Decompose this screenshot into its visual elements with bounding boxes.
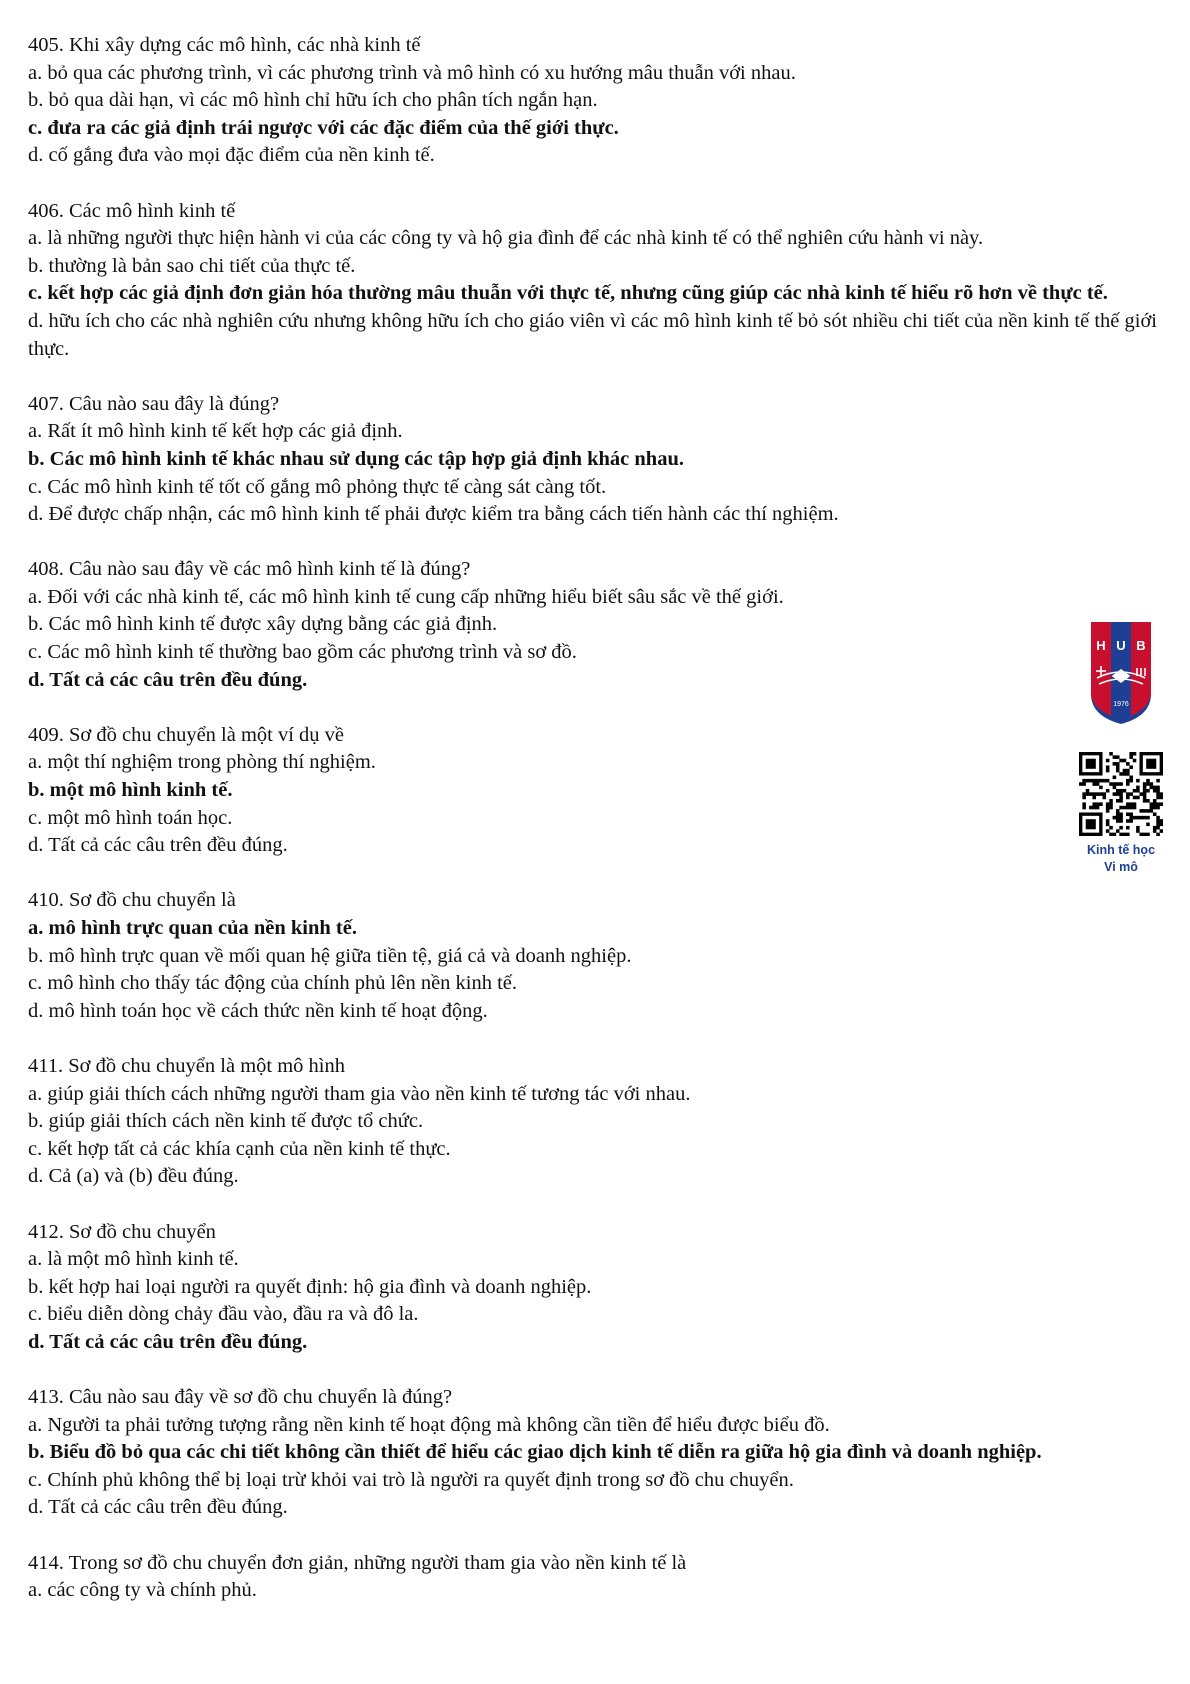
question-q405 (28, 32, 1168, 170)
course-label (1087, 842, 1155, 876)
answer-option-correct: b. Các mô hình kinh tế khác nhau sử dụng các tập hợp giả định khác nhau. (28, 447, 684, 470)
question-q412 (28, 1219, 1168, 1357)
answer-option-correct: b. một mô hình kinh tế. (28, 779, 233, 802)
question-stem: 407. Câu nào sau đây là đúng? (28, 392, 280, 415)
answer-option-correct: a. mô hình trực quan của nền kinh tế. (28, 917, 357, 939)
answer-option: c. kết hợp tất cả các khía cạnh của nền kinh tế thực. (28, 1137, 451, 1160)
question-q409 (28, 722, 1168, 860)
answer-option: a. Rất ít mô hình kinh tế kết hợp các giả định. (28, 420, 403, 443)
question-stem: 410. Sơ đồ chu chuyển là (28, 889, 236, 912)
logo-letter-h: H (1096, 638, 1106, 653)
question-stem: 406. Các mô hình kinh tế (28, 199, 236, 222)
answer-option: c. Chính phủ không thể bị loại trừ khỏi vai trò là người ra quyết định trong sơ đồ chu chuyển. (28, 1468, 794, 1491)
answer-option: b. mô hình trực quan về mối quan hệ giữa tiền tệ, giá cả và doanh nghiệp. (28, 944, 632, 967)
question-q407 (28, 391, 1168, 529)
answer-option: a. là những người thực hiện hành vi của các công ty và hộ gia đình để các nhà kinh tế có thể nghiên cứu hành vi này. (28, 227, 984, 250)
answer-option-correct: b. Biểu đồ bỏ qua các chi tiết không cần thiết để hiểu các giao dịch kinh tế diễn ra giữa hộ gia đình và doanh nghiệp. (28, 1441, 1042, 1464)
answer-option: b. kết hợp hai loại người ra quyết định: hộ gia đình và doanh nghiệp. (28, 1275, 592, 1298)
question-q414 (28, 1550, 1168, 1605)
course-line-1: Kinh tế học (1086, 843, 1156, 857)
logo-year: 1976 (1113, 701, 1129, 708)
answer-option: d. Tất cả các câu trên đều đúng. (28, 834, 288, 857)
answer-option: b. giúp giải thích cách nền kinh tế được tổ chức. (28, 1110, 424, 1133)
question-stem: 413. Câu nào sau đây về sơ đồ chu chuyển là đúng? (28, 1386, 453, 1409)
answer-option: a. một thí nghiệm trong phòng thí nghiệm. (28, 751, 376, 774)
logo-letter-u: U (1116, 638, 1126, 653)
answer-option: d. cố gắng đưa vào mọi đặc điểm của nền kinh tế. (28, 144, 435, 167)
answer-option: a. Đối với các nhà kinh tế, các mô hình kinh tế cung cấp những hiểu biết sâu sắc về thế giới. (28, 585, 784, 608)
answer-option-correct: d. Tất cả các câu trên đều đúng. (28, 668, 308, 691)
sidebar-branding (1062, 620, 1180, 876)
document-body (28, 32, 1168, 1632)
question-stem: 409. Sơ đồ chu chuyển là một ví dụ về (28, 723, 345, 746)
answer-option: d. Để được chấp nhận, các mô hình kinh tế phải được kiểm tra bằng cách tiến hành các thí nghiệm. (28, 503, 839, 526)
answer-option-correct: d. Tất cả các câu trên đều đúng. (28, 1330, 308, 1353)
answer-option: b. Các mô hình kinh tế được xây dựng bằng các giả định. (28, 613, 498, 636)
hub-shield-logo (1089, 620, 1153, 726)
answer-option-correct: c. kết hợp các giả định đơn giản hóa thường mâu thuẫn với thực tế, nhưng cũng giúp các nhà kinh tế hiểu rõ hơn về thực tế. (28, 282, 1108, 305)
answer-option: d. Cả (a) và (b) đều đúng. (28, 1165, 239, 1188)
course-line-2: Vi mô (1104, 860, 1138, 874)
answer-option: b. bỏ qua dài hạn, vì các mô hình chỉ hữu ích cho phân tích ngắn hạn. (28, 89, 598, 112)
question-q411 (28, 1053, 1168, 1191)
answer-option: d. mô hình toán học về cách thức nền kinh tế hoạt động. (28, 999, 488, 1022)
question-stem: 411. Sơ đồ chu chuyển là một mô hình (28, 1054, 345, 1077)
question-stem: 412. Sơ đồ chu chuyển (28, 1220, 216, 1243)
answer-option: c. một mô hình toán học. (28, 806, 233, 829)
logo-letter-b: B (1136, 638, 1146, 653)
question-q410 (28, 887, 1168, 1025)
answer-option: d. hữu ích cho các nhà nghiên cứu nhưng không hữu ích cho giáo viên vì các mô hình kinh tế bỏ sót nhiều chi tiết của nền kinh tế thế giới thực. (28, 309, 1157, 360)
question-stem: 405. Khi xây dựng các mô hình, các nhà kinh tế (28, 34, 421, 56)
qr-code (1079, 752, 1163, 836)
answer-option: c. mô hình cho thấy tác động của chính phủ lên nền kinh tế. (28, 972, 518, 995)
answer-option: c. biểu diễn dòng chảy đầu vào, đầu ra và đô la. (28, 1303, 419, 1326)
question-q413 (28, 1384, 1168, 1522)
answer-option: a. bỏ qua các phương trình, vì các phương trình và mô hình có xu hướng mâu thuẫn với nhau. (28, 61, 796, 84)
question-stem: 408. Câu nào sau đây về các mô hình kinh tế là đúng? (28, 558, 471, 581)
answer-option: c. Các mô hình kinh tế thường bao gồm các phương trình và sơ đồ. (28, 641, 577, 664)
answer-option: a. giúp giải thích cách những người tham gia vào nền kinh tế tương tác với nhau. (28, 1082, 691, 1105)
answer-option: b. thường là bản sao chi tiết của thực tế. (28, 254, 356, 277)
answer-option: a. các công ty và chính phủ. (28, 1579, 257, 1602)
question-stem: 414. Trong sơ đồ chu chuyển đơn giản, những người tham gia vào nền kinh tế là (28, 1551, 687, 1574)
answer-option: c. Các mô hình kinh tế tốt cố gắng mô phỏng thực tế càng sát càng tốt. (28, 475, 607, 498)
question-q408 (28, 556, 1168, 694)
answer-option-correct: c. đưa ra các giả định trái ngược với các đặc điểm của thế giới thực. (28, 116, 619, 139)
answer-option: a. là một mô hình kinh tế. (28, 1248, 239, 1271)
answer-option: a. Người ta phải tưởng tượng rằng nền kinh tế hoạt động mà không cần tiền để hiểu được biểu đồ. (28, 1413, 830, 1436)
question-q406 (28, 198, 1168, 364)
answer-option: d. Tất cả các câu trên đều đúng. (28, 1496, 288, 1519)
